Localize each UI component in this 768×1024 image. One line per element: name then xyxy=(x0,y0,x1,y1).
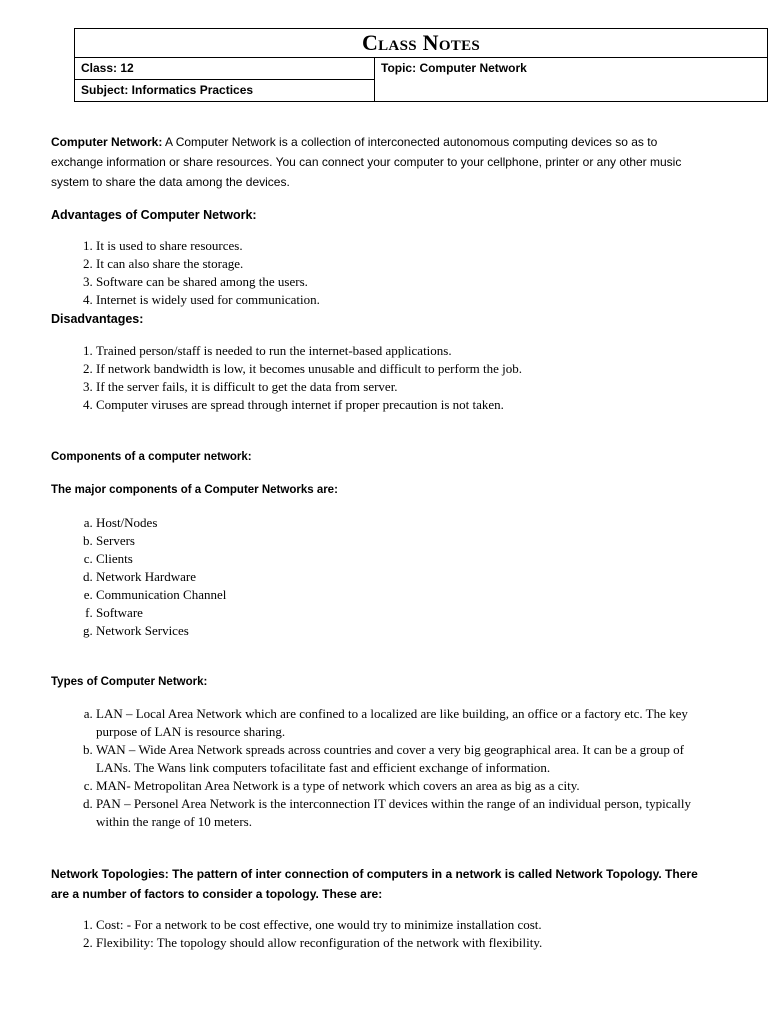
list-item: 2. If network bandwidth is low, it becomes unusable and difficult to perform the job. xyxy=(96,360,711,378)
list-item: 1. It is used to share resources. xyxy=(96,237,711,255)
intro-paragraph xyxy=(51,132,711,192)
topologies-list xyxy=(51,916,711,952)
list-item: a. Host/Nodes xyxy=(96,514,711,532)
types-heading: Types of Computer Network: xyxy=(51,676,208,688)
subject-cell: Subject: Informatics Practices xyxy=(75,80,375,102)
list-item: 4. Computer viruses are spread through internet if proper precaution is not taken. xyxy=(96,396,711,414)
components-list xyxy=(51,514,711,640)
components-intro: The major components of a Computer Networks are: xyxy=(51,484,338,496)
list-item: b. WAN – Wide Area Network spreads across countries and cover a very big geographical area. It can be a group of LANs. The Wans link computers tofacilitate fast and efficient exchange of information. xyxy=(96,741,711,777)
list-item: 3. If the server fails, it is difficult to get the data from server. xyxy=(96,378,711,396)
intro-text: A Computer Network is a collection of interconected autonomous computing devices so as to exchange information or share resources. You can connect your computer to your cellphone, printer or any other music system to share the data among the devices. xyxy=(51,135,682,189)
list-item: 4. Internet is widely used for communication. xyxy=(96,291,711,309)
intro-term: Computer Network: xyxy=(51,135,163,149)
components-heading: Components of a computer network: xyxy=(51,451,252,463)
list-item: g. Network Services xyxy=(96,622,711,640)
list-item: b. Servers xyxy=(96,532,711,550)
advantages-heading: Advantages of Computer Network: xyxy=(51,208,257,222)
list-item: d. Network Hardware xyxy=(96,568,711,586)
list-item: 2. Flexibility: The topology should allow reconfiguration of the network with flexibility. xyxy=(96,934,711,952)
topologies-term: Network Topologies: xyxy=(51,867,169,881)
topologies-paragraph xyxy=(51,864,711,904)
document-body xyxy=(51,132,711,952)
class-notes-header-table xyxy=(74,28,768,102)
list-item: c. Clients xyxy=(96,550,711,568)
list-item: e. Communication Channel xyxy=(96,586,711,604)
document-title: Class Notes xyxy=(361,30,481,55)
list-item: 1. Cost: - For a network to be cost effective, one would try to minimize installation cost. xyxy=(96,916,711,934)
title-cell xyxy=(75,29,768,58)
topologies-text: The pattern of inter connection of computers in a network is called Network Topology. There are a number of factors to consider a topology. These are: xyxy=(51,867,698,901)
list-item: 1. Trained person/staff is needed to run the internet-based applications. xyxy=(96,342,711,360)
list-item: 3. Software can be shared among the users. xyxy=(96,273,711,291)
list-item: 2. It can also share the storage. xyxy=(96,255,711,273)
list-item: f. Software xyxy=(96,604,711,622)
disadvantages-list xyxy=(51,342,711,414)
types-list xyxy=(51,705,711,831)
disadvantages-heading: Disadvantages: xyxy=(51,312,144,326)
list-item: c. MAN- Metropolitan Area Network is a type of network which covers an area as big as a city. xyxy=(96,777,711,795)
topic-cell: Topic: Computer Network xyxy=(375,58,768,102)
advantages-list xyxy=(51,237,711,309)
list-item: d. PAN – Personel Area Network is the interconnection IT devices within the range of an individual person, typically within the range of 10 meters. xyxy=(96,795,711,831)
list-item: a. LAN – Local Area Network which are confined to a localized are like building, an office or a factory etc. The key purpose of LAN is resource sharing. xyxy=(96,705,711,741)
class-cell: Class: 12 xyxy=(75,58,375,80)
